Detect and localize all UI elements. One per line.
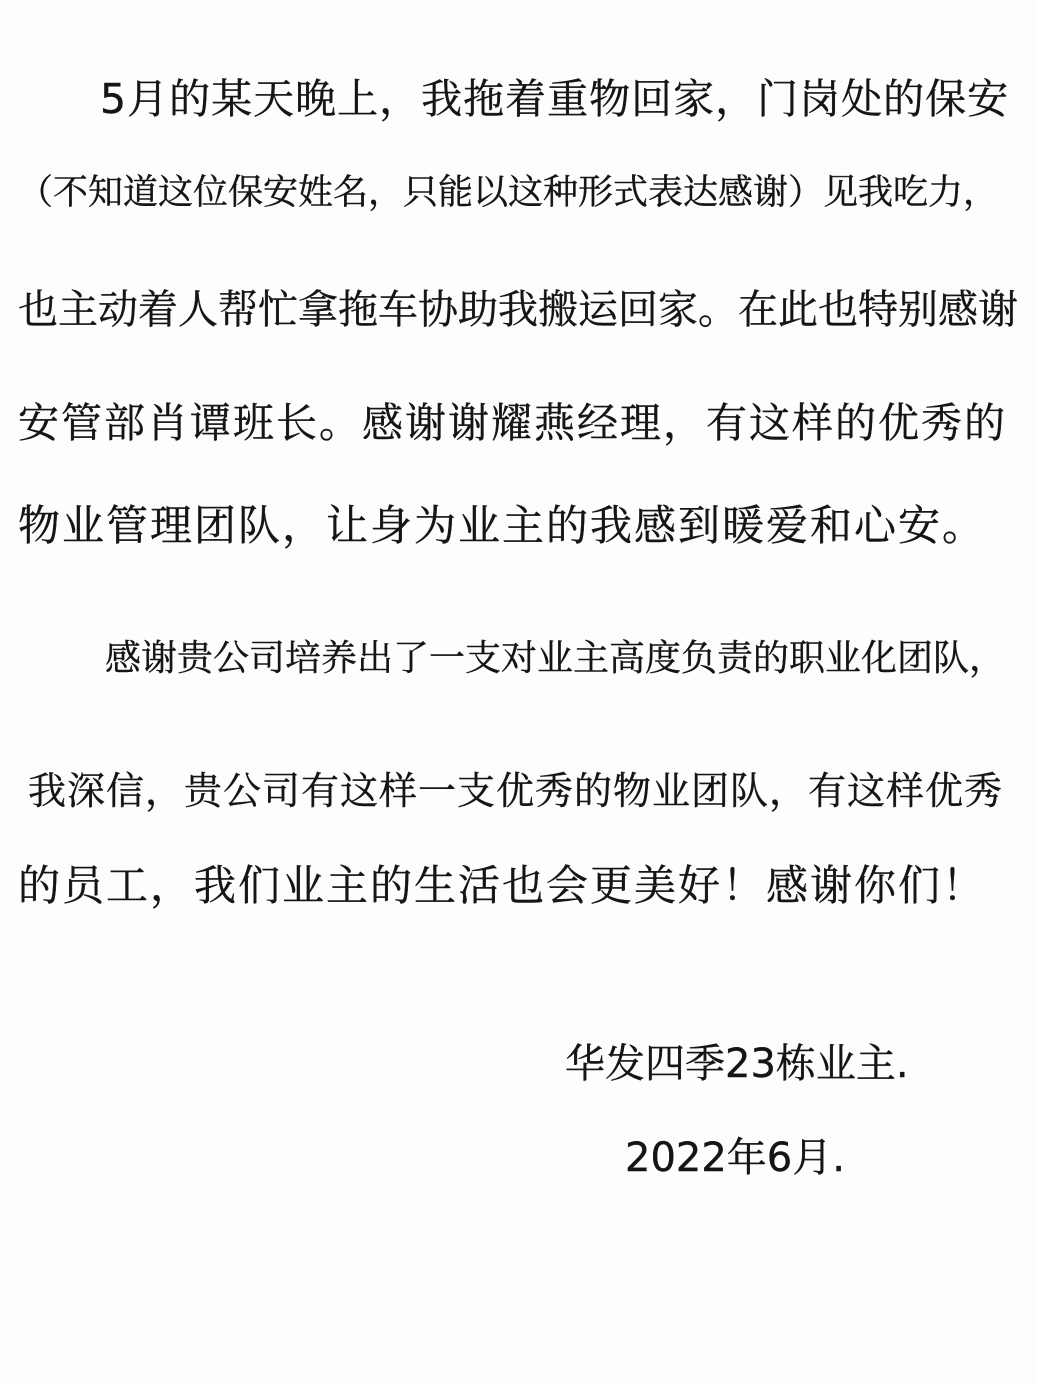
letter-line-4: 安管部肖谭班长。感谢谢耀燕经理，有这样的优秀的 xyxy=(18,399,1007,447)
letter-line-1: 5月的某天晚上，我拖着重物回家，门岗处的保安 xyxy=(100,75,1010,123)
letter-line-7: 我深信，贵公司有这样一支优秀的物业团队，有这样优秀 xyxy=(28,769,1004,813)
signature-date: 2022年6月. xyxy=(625,1135,845,1181)
letter-line-8: 的员工，我们业主的生活也会更美好！感谢你们！ xyxy=(18,861,987,910)
letter-line-6: 感谢贵公司培养出了一支对业主高度负责的职业化团队， xyxy=(105,638,1006,679)
letter-line-5: 物业管理团队，让身为业主的我感到暖爱和心安。 xyxy=(18,501,987,550)
signature: 华发四季23栋业主. xyxy=(565,1041,909,1087)
letter-line-2: （不知道这位保安姓名，只能以这种形式表达感谢）见我吃力， xyxy=(18,173,999,213)
letter-line-3: 也主动着人帮忙拿拖车协助我搬运回家。在此也特别感谢 xyxy=(18,287,1018,333)
